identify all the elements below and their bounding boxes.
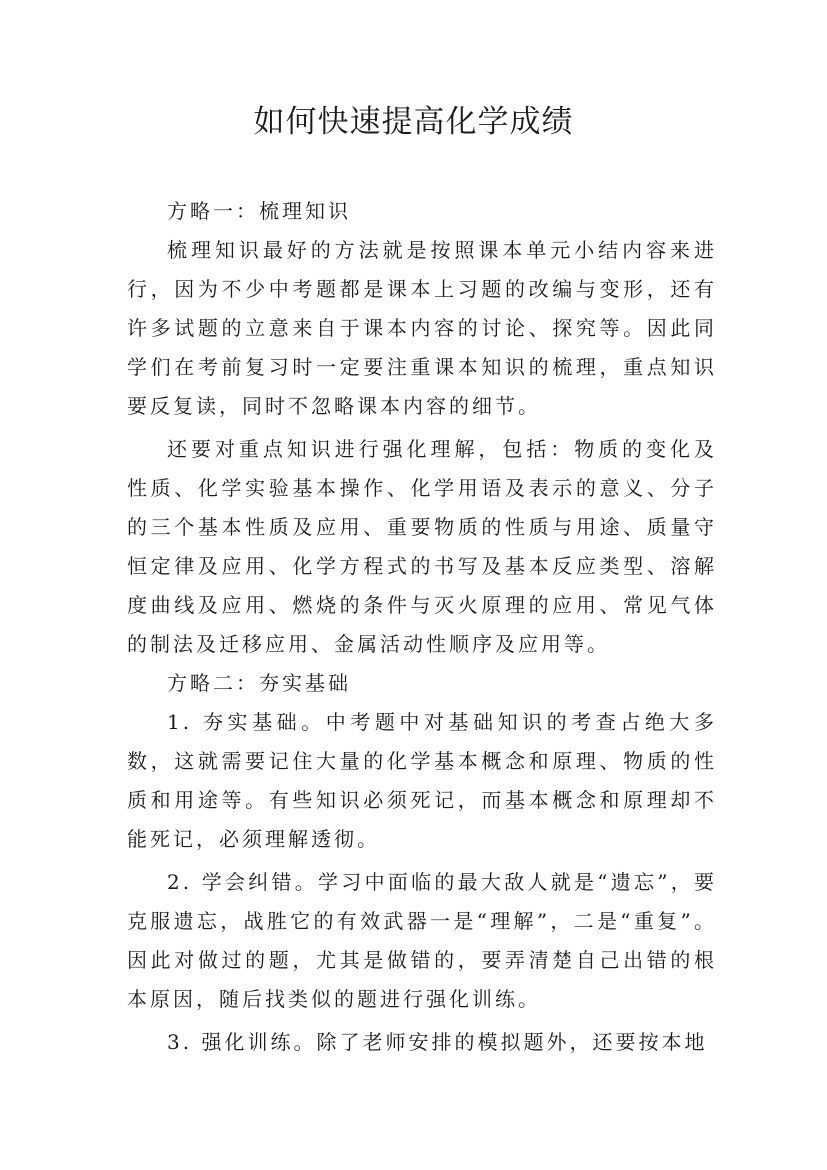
document-title: 如何快速提高化学成绩 xyxy=(253,104,574,140)
paragraph-4: 2. 学会纠错。学习中面临的最大敌人就是“遗忘”，要克服遗忘，战胜它的有效武器一是“理解”，二是“重复”。因此对做过的题，尤其是做错的，要弄清楚自己出错的根本原因，随后找类似的题进行强化训练。 xyxy=(127,870,717,1011)
document-body xyxy=(127,192,717,1062)
section-heading-1: 方略一：梳理知识 xyxy=(167,199,351,223)
paragraph-1: 梳理知识最好的方法就是按照课本单元小结内容来进行，因为不少中考题都是课本上习题的改编与变形，还有许多试题的立意来自于课本内容的讨论、探究等。因此同学们在考前复习时一定要注重课本知识的梳理，重点知识要反复读，同时不忽略课本内容的细节。 xyxy=(127,238,717,418)
paragraph-5: 3. 强化训练。除了老师安排的模拟题外，还要按本地 xyxy=(167,1030,708,1054)
paragraph-3: 1. 夯实基础。中考题中对基础知识的考查占绝大多数，这就需要记住大量的化学基本概念和原理、物质的性质和用途等。有些知识必须死记，而基本概念和原理却不能死记，必须理解透彻。 xyxy=(127,710,717,851)
paragraph-2: 还要对重点知识进行强化理解，包括：物质的变化及性质、化学实验基本操作、化学用语及表示的意义、分子的三个基本性质及应用、重要物质的性质与用途、质量守恒定律及应用、化学方程式的书写及基本反应类型、溶解度曲线及应用、燃烧的条件与灭火原理的应用、常见气体的制法及迁移应用、金属活动性顺序及应用等。 xyxy=(127,437,717,656)
section-heading-2: 方略二：夯实基础 xyxy=(167,671,351,695)
